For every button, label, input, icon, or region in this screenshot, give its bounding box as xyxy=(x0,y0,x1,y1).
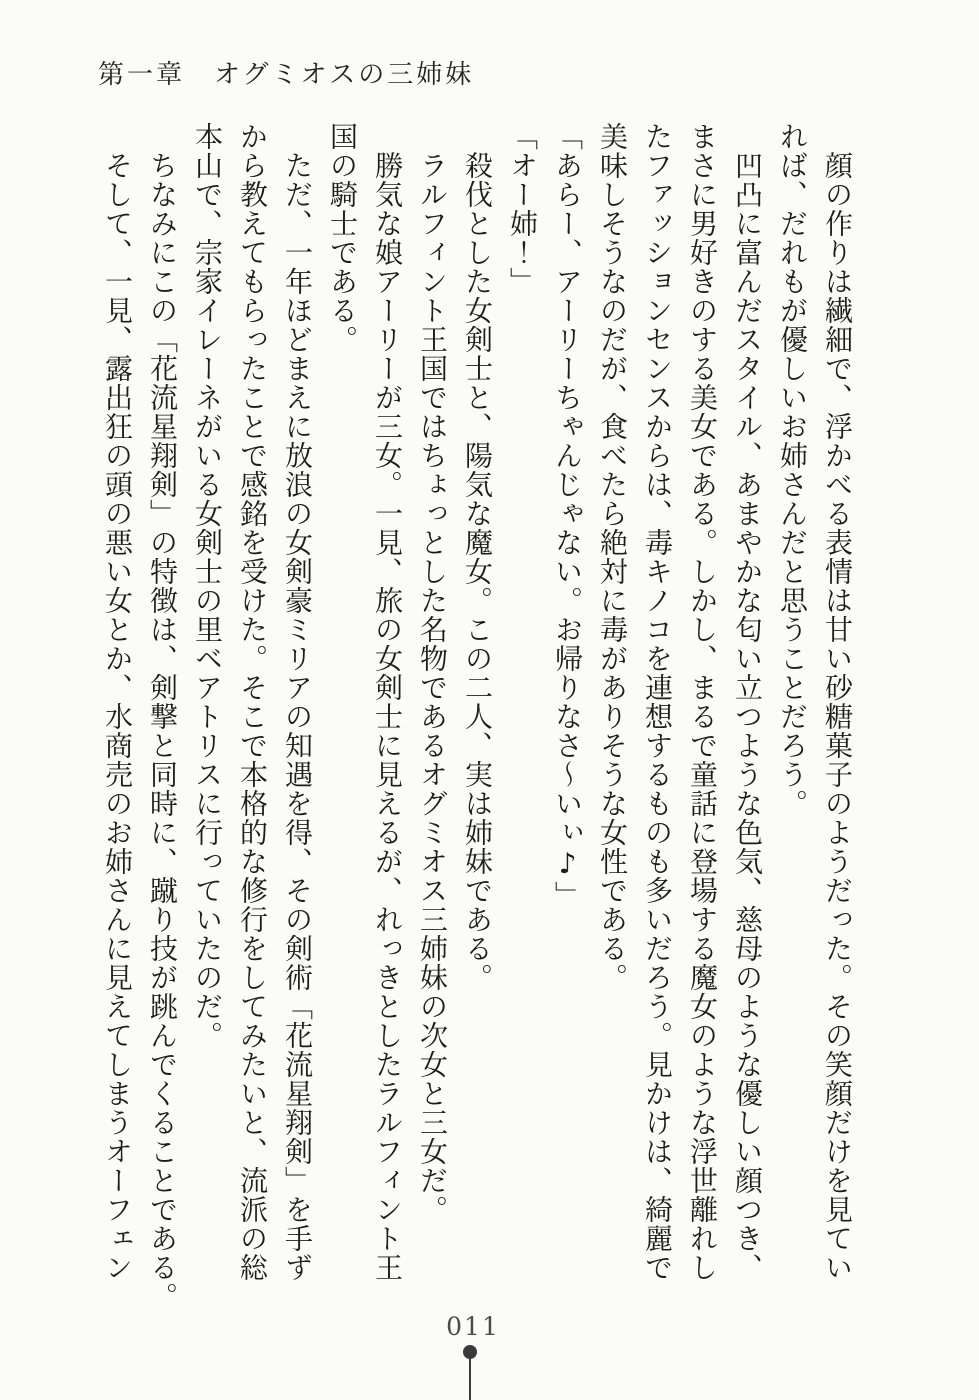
text-line: れば、だれもが優しいお姉さんだと思うことだろう。 xyxy=(776,122,809,818)
text-line: 国の騎士である。 xyxy=(326,122,359,354)
page-marker-line xyxy=(469,1357,471,1400)
text-line: ただ、一年ほどまえに放浪の女剣豪ミリアの知遇を得、その剣術「花流星翔剣」を手ず xyxy=(281,151,314,1282)
chapter-running-head: 第一章 オグミオスの三姉妹 xyxy=(98,60,475,90)
text-line: 凹凸に富んだスタイル、あまやかな匂い立つような色気、慈母のような優しい顔つき、 xyxy=(731,151,764,1282)
text-line: 勝気な娘アーリーが三女。一見、旅の女剣士に見えるが、れっきとしたラルフィント王 xyxy=(371,151,404,1282)
vertical-text-block xyxy=(92,122,860,1311)
text-line: 本山で、宗家イレーネがいる女剣士の里ベアトリスに行っていたのだ。 xyxy=(191,122,224,1050)
text-line: から教えてもらったことで感銘を受けた。そこで本格的な修行をしてみたいと、流派の総 xyxy=(236,122,269,1282)
text-line: まさに男好きのする美女である。しかし、まるで童話に登場する魔女のような浮世離れし xyxy=(686,122,719,1282)
text-line: 「オー姉！」 xyxy=(506,122,539,296)
text-line: 美味しそうなのだが、食べたら絶対に毒がありそうな女性である。 xyxy=(596,122,629,992)
text-line: そして、一見、露出狂の頭の悪い女とか、水商売のお姉さんに見えてしまうオーフェン xyxy=(101,151,134,1282)
text-line: たファッションセンスからは、毒キノコを連想するものも多いだろう。見かけは、綺麗で xyxy=(641,122,674,1282)
text-line: 顔の作りは繊細で、浮かべる表情は甘い砂糖菓子のようだった。その笑顔だけを見てい xyxy=(821,151,854,1282)
text-line: 殺伐とした女剣士と、陽気な魔女。この二人、実は姉妹である。 xyxy=(461,151,494,992)
text-line: 「あらー、アーリーちゃんじゃない。お帰りなさ〜いぃ♪」 xyxy=(551,122,584,910)
text-line: ちなみにこの「花流星翔剣」の特徴は、剣撃と同時に、蹴り技が跳んでくることである。 xyxy=(146,151,179,1311)
text-line: ラルフィント王国ではちょっとした名物であるオグミオス三姉妹の次女と三女だ。 xyxy=(416,151,449,1224)
page-number: 011 xyxy=(446,1312,500,1341)
